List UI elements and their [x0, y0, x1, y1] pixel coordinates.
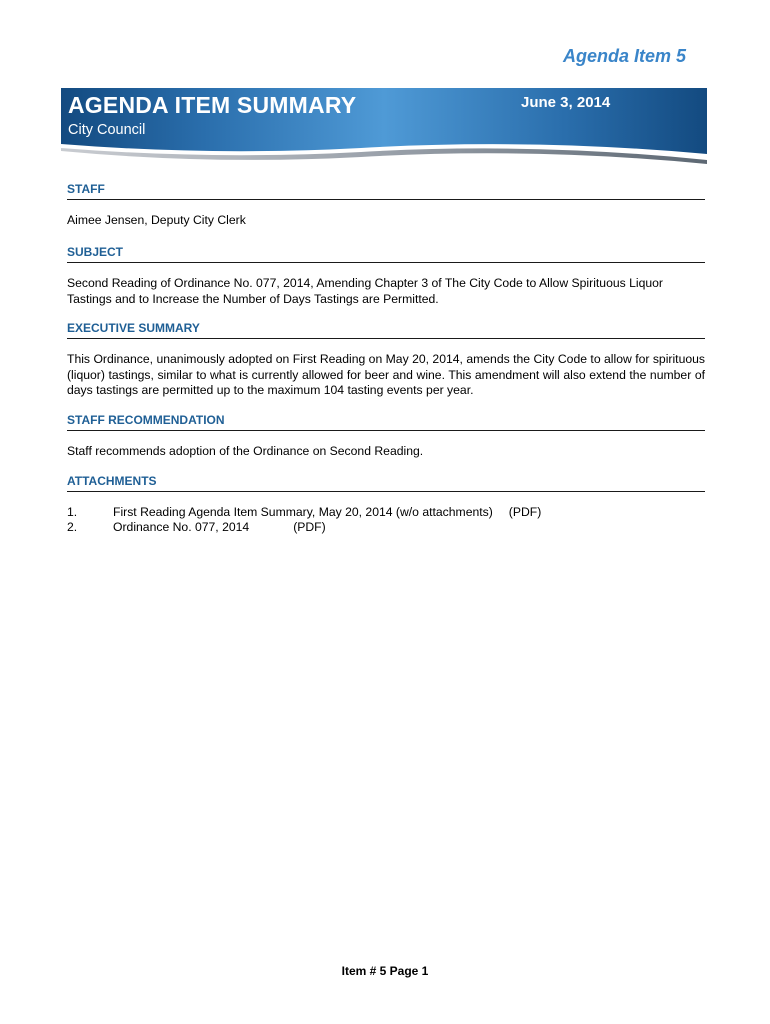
staff-section	[67, 182, 705, 229]
attachment-item[interactable]	[67, 520, 705, 535]
agenda-item-label: Agenda Item 5	[562, 46, 686, 66]
attachment-format[interactable]: (PDF)	[508, 505, 542, 519]
section-heading-executive-summary: EXECUTIVE SUMMARY	[67, 321, 705, 339]
executive-summary-text: This Ordinance, unanimously adopted on First Reading on May 20, 2014, amends the City Code to allow for spirituous (liquor) tastings, similar to what is currently allowed for beer and wine. This amendment will also extend the number of days tastings are permitted up to the maximum 104 tasting events per year.	[67, 352, 705, 397]
section-heading-subject: SUBJECT	[67, 245, 705, 263]
subject-section	[67, 245, 705, 307]
attachments-section	[67, 474, 705, 535]
section-heading-staff: STAFF	[67, 182, 705, 200]
attachment-title[interactable]: First Reading Agenda Item Summary, May 20, 2014 (w/o attachments)	[113, 505, 493, 519]
page-subtitle: City Council	[68, 122, 146, 138]
subject-text: Second Reading of Ordinance No. 077, 2014, Amending Chapter 3 of The City Code to Allow Spirituous Liquor Tastings and to Increase the Number of Days Tastings are Permitted.	[67, 276, 663, 306]
staff-recommendation-section	[67, 413, 705, 460]
attachments-list	[67, 505, 705, 535]
header-banner	[61, 88, 707, 168]
attachment-title[interactable]: Ordinance No. 077, 2014	[113, 520, 250, 534]
section-heading-staff-recommendation: STAFF RECOMMENDATION	[67, 413, 705, 431]
attachment-number: 1.	[67, 505, 78, 519]
page-footer: Item # 5 Page 1	[341, 964, 429, 978]
staff-text: Aimee Jensen, Deputy City Clerk	[67, 213, 246, 227]
executive-summary-section	[67, 321, 705, 399]
meeting-date: June 3, 2014	[521, 94, 611, 111]
attachment-number: 2.	[67, 520, 78, 534]
section-heading-attachments: ATTACHMENTS	[67, 474, 705, 492]
page-title: AGENDA ITEM SUMMARY	[68, 92, 357, 118]
attachment-format[interactable]: (PDF)	[293, 520, 326, 534]
staff-recommendation-text: Staff recommends adoption of the Ordinance on Second Reading.	[67, 444, 424, 458]
attachment-item[interactable]	[67, 505, 705, 520]
